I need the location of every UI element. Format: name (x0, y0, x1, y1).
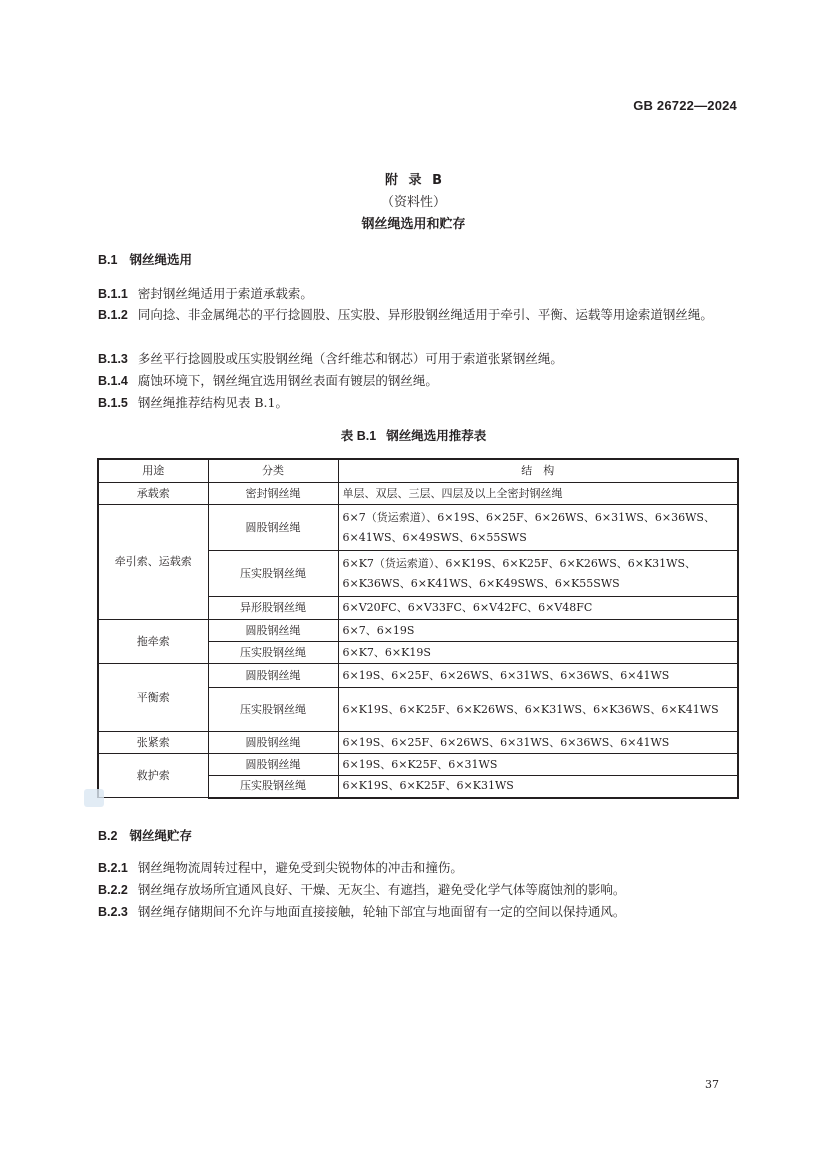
clause-text: 腐蚀环境下，钢丝绳宜选用钢丝表面有镀层的钢丝绳。 (137, 373, 438, 388)
clause-number: B.1.1 (98, 287, 128, 301)
appendix-name: 钢丝绳选用和贮存 (361, 217, 466, 232)
cell-use: 张紧索 (98, 732, 208, 754)
clause-number: B.1.3 (98, 352, 128, 366)
cell-use: 拖牵索 (98, 620, 208, 664)
clause-text: 钢丝绳存储期间不允许与地面直接接触，轮轴下部宜与地面留有一定的空间以保持通风。 (137, 904, 626, 919)
clause-b1-4 (98, 370, 738, 392)
cell-category: 圆股钢丝绳 (208, 732, 338, 754)
cell-category: 圆股钢丝绳 (208, 754, 338, 776)
clause-number: B.1.4 (98, 374, 128, 388)
cell-category: 圆股钢丝绳 (208, 664, 338, 688)
clause-number: B.1.5 (98, 396, 128, 410)
cell-structure: 6×K19S、6×K25F、6×K31WS (338, 776, 738, 798)
cell-structure: 6×K7、6×K19S (338, 642, 738, 664)
clause-text: 多丝平行捻圆股或压实股钢丝绳（含纤维芯和钢芯）可用于索道张紧钢丝绳。 (137, 351, 563, 366)
appendix-header (0, 170, 827, 236)
section-title: 钢丝绳贮存 (129, 828, 192, 843)
rope-recommendation-table (97, 458, 739, 799)
clause-number: B.2.2 (98, 883, 128, 897)
table-header-row (98, 459, 738, 483)
cell-category: 压实股钢丝绳 (208, 688, 338, 732)
cell-category: 密封钢丝绳 (208, 483, 338, 505)
section-number: B.2 (98, 829, 118, 843)
clause-b1-2 (98, 304, 738, 326)
table-row (98, 620, 738, 642)
table-caption (0, 426, 827, 444)
cell-category: 异形股钢丝绳 (208, 597, 338, 620)
cell-structure: 单层、双层、三层、四层及以上全密封钢丝绳 (338, 483, 738, 505)
clause-b1-1 (98, 283, 738, 305)
appendix-nature: （资料性） (380, 195, 446, 210)
cell-structure: 6×K19S、6×K25F、6×K26WS、6×K31WS、6×K36WS、6×K41WS (338, 688, 738, 732)
standard-code: GB 26722—2024 (633, 98, 737, 113)
clause-number: B.2.3 (98, 905, 128, 919)
clause-b2-3 (98, 901, 738, 923)
table-row (98, 732, 738, 754)
appendix-title: 附 录 B (385, 173, 442, 188)
clause-number: B.2.1 (98, 861, 128, 875)
cell-structure: 6×19S、6×K25F、6×31WS (338, 754, 738, 776)
cell-use: 承载索 (98, 483, 208, 505)
cell-category: 压实股钢丝绳 (208, 776, 338, 798)
page-number: 37 (705, 1078, 719, 1091)
table-row (98, 754, 738, 776)
clause-b2-1 (98, 857, 738, 879)
cell-category: 圆股钢丝绳 (208, 620, 338, 642)
side-tab-mark (84, 789, 104, 807)
cell-structure: 6×V20FC、6×V33FC、6×V42FC、6×V48FC (338, 597, 738, 620)
table-number: 表 B.1 (340, 429, 377, 443)
section-heading-b1 (98, 250, 192, 268)
clause-text: 同向捻、非金属绳芯的平行捻圆股、压实股、异形股钢丝绳适用于牵引、平衡、运载等用途索道钢丝绳。 (137, 307, 713, 322)
section-heading-b2 (98, 826, 192, 844)
header-use: 用途 (98, 459, 208, 483)
cell-use: 平衡索 (98, 664, 208, 732)
cell-structure: 6×7、6×19S (338, 620, 738, 642)
section-number: B.1 (98, 253, 118, 267)
clause-b2-2 (98, 879, 738, 901)
cell-structure: 6×K7（货运索道）、6×K19S、6×K25F、6×K26WS、6×K31WS、6×K36WS、6×K41WS、6×K49SWS、6×K55SWS (338, 551, 738, 597)
clause-b1-5 (98, 392, 738, 414)
cell-use: 救护索 (98, 754, 208, 798)
clause-b1-3 (98, 348, 738, 370)
clause-text: 密封钢丝绳适用于索道承载索。 (137, 286, 313, 301)
header-category: 分类 (208, 459, 338, 483)
table-row (98, 505, 738, 551)
cell-category: 圆股钢丝绳 (208, 505, 338, 551)
cell-category: 压实股钢丝绳 (208, 642, 338, 664)
clause-text: 钢丝绳推荐结构见表 B.1。 (137, 395, 288, 410)
table-row (98, 483, 738, 505)
cell-use: 牵引索、运载索 (98, 505, 208, 620)
table-title: 钢丝绳选用推荐表 (386, 428, 487, 443)
cell-structure: 6×19S、6×25F、6×26WS、6×31WS、6×36WS、6×41WS (338, 664, 738, 688)
cell-structure: 6×19S、6×25F、6×26WS、6×31WS、6×36WS、6×41WS (338, 732, 738, 754)
table-row (98, 664, 738, 688)
clause-number: B.1.2 (98, 308, 128, 322)
cell-category: 压实股钢丝绳 (208, 551, 338, 597)
cell-structure: 6×7（货运索道）、6×19S、6×25F、6×26WS、6×31WS、6×36WS、6×41WS、6×49SWS、6×55SWS (338, 505, 738, 551)
header-structure: 结 构 (338, 459, 738, 483)
section-title: 钢丝绳选用 (129, 252, 192, 267)
clause-text: 钢丝绳物流周转过程中，避免受到尖锐物体的冲击和撞伤。 (137, 860, 463, 875)
clause-text: 钢丝绳存放场所宜通风良好、干燥、无灰尘、有遮挡，避免受化学气体等腐蚀剂的影响。 (137, 882, 626, 897)
